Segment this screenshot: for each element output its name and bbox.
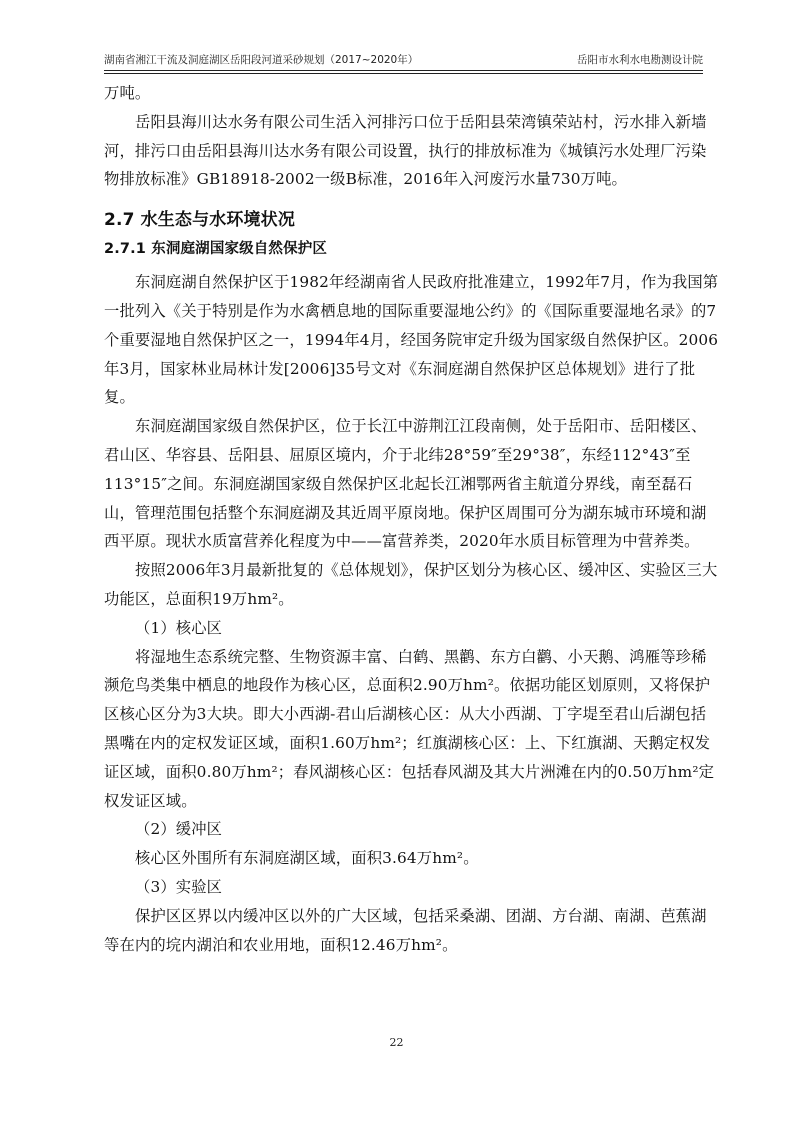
subsection-heading: 2.7.1 东洞庭湖国家级自然保护区 <box>104 241 328 258</box>
page-number: 22 <box>389 1036 404 1049</box>
zone-heading-buffer: （2）缓冲区 <box>135 820 223 839</box>
section-heading: 2.7 水生态与水环境状况 <box>104 210 295 231</box>
header-rule-thick <box>104 70 703 71</box>
header-title: 湖南省湘江干流及洞庭湖区岳阳段河道采砂规划（2017~2020年） <box>104 54 419 66</box>
paragraph-sewage-outlet: 岳阳县海川达水务有限公司生活入河排污口位于岳阳县荣湾镇荣站村，污水排入新墙河，排污口由岳阳县海川达水务有限公司设置，执行的排放标准为《城镇污水处理厂污染物排放标准》GB18918-2002一级B标准，2016年入河废污水量730万吨。 <box>104 112 707 189</box>
zone-heading-experimental: （3）实验区 <box>135 877 223 896</box>
header-rule-thin <box>104 73 703 74</box>
paragraph-continuation: 万吨。 <box>104 84 151 102</box>
document-body <box>104 79 719 959</box>
paragraph-reserve-history: 东洞庭湖自然保护区于1982年经湖南省人民政府批准建立，1992年7月，作为我国第一批列入《关于特别是作为水禽栖息地的国际重要湿地公约》的《国际重要湿地名录》的7个重要湿地自然保护区之一，1994年4月，经国务院审定升级为国家级自然保护区。2006年3月，国家林业局林计发[2006]35号文对《东洞庭湖自然保护区总体规划》进行了批复。 <box>104 273 719 407</box>
paragraph-functional-zones: 按照2006年3月最新批复的《总体规划》，保护区划分为核心区、缓冲区、实验区三大功能区，总面积19万hm²。 <box>104 561 718 608</box>
paragraph-core-zone: 将湿地生态系统完整、生物资源丰富、白鹤、黑鹳、东方白鹳、小天鹅、鸿雁等珍稀濒危鸟类集中栖息的地段作为核心区，总面积2.90万hm²。依据功能区划原则，又将保护区核心区分为3大块。即大小西湖-君山后湖核心区：从大小西湖、丁字堤至君山后湖包括黑嘴在内的定权发证区域，面积1.60万hm²；红旗湖核心区：上、下红旗湖、天鹅定权发证区域，面积0.80万hm²；春风湖核心区：包括春风湖及其大片洲滩在内的0.50万hm²定权发证区域。 <box>104 647 715 810</box>
header-institute: 岳阳市水利水电勘测设计院 <box>577 54 703 66</box>
paragraph-experimental-zone: 保护区区界以内缓冲区以外的广大区域，包括采桑湖、团湖、方台湖、南湖、芭蕉湖等在内的垸内湖泊和农业用地，面积12.46万hm²。 <box>104 906 707 954</box>
page-header <box>104 52 703 67</box>
paragraph-buffer-zone: 核心区外围所有东洞庭湖区域，面积3.64万hm²。 <box>135 849 479 868</box>
paragraph-reserve-location: 东洞庭湖国家级自然保护区，位于长江中游荆江江段南侧，处于岳阳市、岳阳楼区、君山区、华容县、岳阳县、屈原区境内，介于北纬28°59″至29°38″，东经112°43″至113°15″之间。东洞庭湖国家级自然保护区北起长江湘鄂两省主航道分界线，南至磊石山，管理范围包括整个东洞庭湖及其近周平原岗地。保护区周围可分为湖东城市环境和湖西平原。现状水质富营养化程度为中——富营养类，2020年水质目标管理为中营养类。 <box>104 417 707 551</box>
zone-heading-core: （1）核心区 <box>135 618 223 637</box>
